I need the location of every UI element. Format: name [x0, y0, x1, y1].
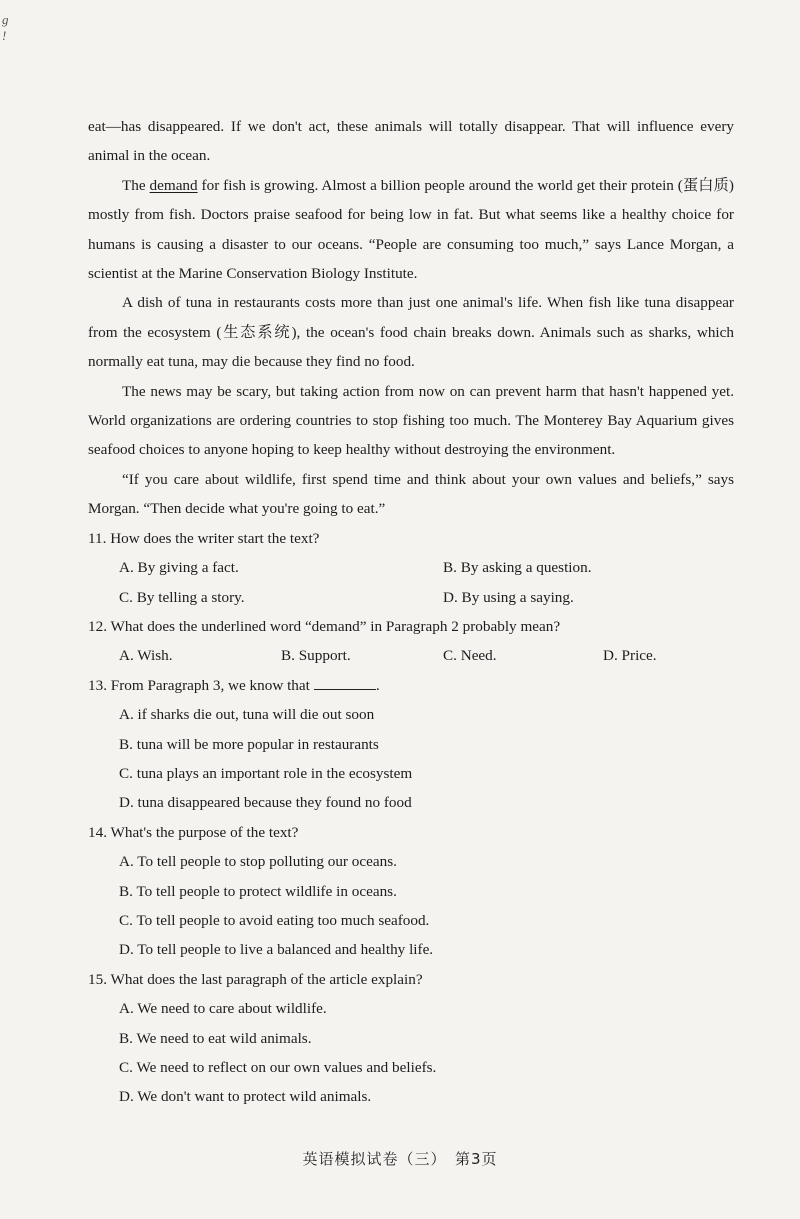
option-d: D. By using a saying. — [443, 588, 574, 606]
option-c: C. To tell people to avoid eating too much seafood. — [119, 911, 430, 929]
option-b: B. We need to eat wild animals. — [119, 1029, 312, 1047]
question-text: From Paragraph 3, we know that — [110, 676, 310, 694]
paragraph-3: A dish of tuna in restaurants costs more than just one animal's life. When fish like tuna disappear from the ecosystem (生态系统), the ocean's food chain breaks down. Animals such as sharks, which normally eat tuna, may die because they find no food. — [88, 294, 734, 371]
question-number: 14. — [88, 823, 107, 841]
question-number: 11. — [88, 529, 107, 547]
option-a: A. By giving a fact. — [119, 559, 239, 577]
option-a: A. if sharks die out, tuna will die out soon — [119, 706, 375, 724]
options — [88, 641, 734, 670]
question-stem — [88, 965, 734, 994]
options — [88, 553, 734, 612]
question-stem-end: . — [375, 676, 380, 694]
option-d: D. We don't want to protect wild animals. — [119, 1088, 372, 1106]
underlined-word-demand: demand — [149, 176, 198, 194]
option-c: C. Need. — [443, 647, 497, 665]
option-c: C. By telling a story. — [119, 588, 245, 606]
option-c: C. We need to reflect on our own values and beliefs. — [119, 1059, 437, 1076]
question-15 — [88, 965, 734, 1112]
option-a: A. To tell people to stop polluting our oceans. — [119, 853, 397, 871]
options — [88, 700, 734, 818]
question-text: What's the purpose of the text? — [110, 823, 299, 841]
question-stem — [88, 671, 734, 700]
page-footer: 英语模拟试卷（三） 第3页 — [302, 1150, 498, 1168]
question-12 — [88, 612, 734, 671]
option-d: D. Price. — [603, 647, 657, 665]
question-text: What does the last paragraph of the article explain? — [110, 970, 423, 988]
option-b: B. By asking a question. — [443, 559, 592, 577]
margin-mark-2: ! — [2, 27, 7, 43]
option-b: B. tuna will be more popular in restaurants — [119, 735, 379, 753]
question-number: 15. — [88, 970, 107, 988]
paragraph-2-before: The — [122, 176, 150, 194]
question-11 — [88, 524, 734, 612]
option-c: C. tuna plays an important role in the ecosystem — [119, 764, 413, 782]
question-13 — [88, 671, 734, 818]
paragraph-4: The news may be scary, but taking action from now on can prevent harm that hasn't happened yet. World organizations are ordering countries to stop fishing too much. The Monterey Bay Aquarium gives seafood choices to anyone hoping to keep healthy without destroying the environment. — [88, 382, 734, 459]
option-a: A. Wish. — [119, 647, 173, 665]
margin-mark-1: g — [2, 12, 9, 27]
options — [88, 994, 734, 1112]
question-stem — [88, 612, 734, 641]
exam-page — [88, 112, 734, 1112]
margin-mark — [2, 12, 9, 43]
question-stem — [88, 524, 734, 553]
paragraph-1: eat—has disappeared. If we don't act, these animals will totally disappear. That will influence every animal in the ocean. — [88, 118, 734, 165]
option-d: D. To tell people to live a balanced and healthy life. — [119, 941, 434, 959]
question-14 — [88, 818, 734, 965]
paragraph-2 — [88, 171, 734, 289]
paragraph-5: “If you care about wildlife, first spend time and think about your own values and beliefs,” says Morgan. “Then decide what you're going to eat.” — [88, 470, 734, 518]
answer-blank — [314, 674, 376, 690]
question-number: 12. — [88, 617, 107, 635]
question-number: 13. — [88, 676, 107, 694]
option-a: A. We need to care about wildlife. — [119, 1000, 327, 1018]
question-stem — [88, 818, 734, 847]
options — [88, 847, 734, 965]
option-d: D. tuna disappeared because they found no food — [119, 794, 412, 812]
paragraph-2-after: for fish is growing. Almost a billion people around the world get their protein (蛋白质) mostly from fish. Doctors praise seafood for being low in fat. But what seems like a healthy choice for humans is causing a disaster to our oceans. “People are consuming too much,” says Lance Morgan, a scientist at the Marine Conservation Biology Institute. — [88, 176, 734, 283]
question-text: How does the writer start the text? — [110, 529, 320, 547]
option-b: B. Support. — [281, 647, 351, 665]
question-text: What does the underlined word “demand” in Paragraph 2 probably mean? — [110, 617, 561, 635]
option-b: B. To tell people to protect wildlife in oceans. — [119, 882, 397, 900]
